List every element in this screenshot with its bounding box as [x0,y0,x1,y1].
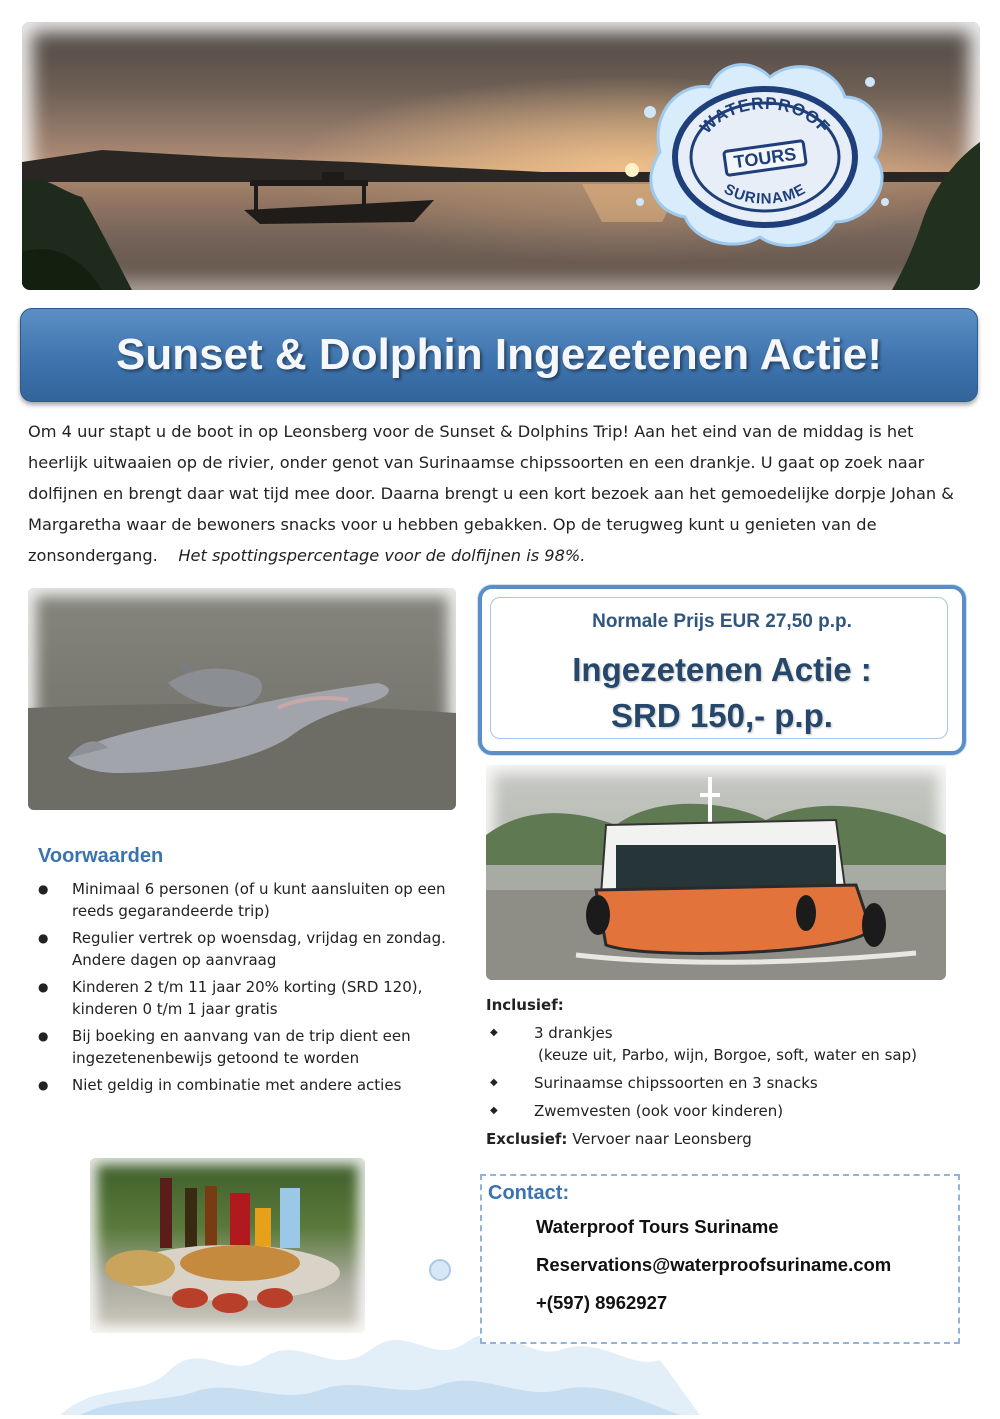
inclusive-item [486,1022,956,1044]
exclusive-text: Vervoer naar Leonsberg [572,1130,752,1148]
promo-price: SRD 150,- p.p. [611,697,833,734]
inclusive-item-text: 3 drankjes [534,1024,613,1042]
boat-photo [486,765,946,980]
diamond-bullet-icon: ◆ [490,1105,498,1116]
waterproof-tours-logo [620,52,900,252]
price-box [478,585,966,755]
list-item: ● Regulier vertrek op woensdag, vrijdag en zondag. Andere dagen op aanvraag [38,927,468,971]
diamond-bullet-icon: ◆ [490,1077,498,1088]
logo-text-top: WATERPROOF [696,93,834,138]
exclusive-label: Exclusief: [486,1130,568,1148]
intro-highlight: Het spottingspercentage voor de dolfijnen is 98%. [178,546,586,565]
list-item: ● Niet geldig in combinatie met andere acties [38,1074,468,1096]
promo-label: Ingezetenen Actie : [572,651,872,688]
normal-price: Normale Prijs EUR 27,50 p.p. [592,611,852,632]
logo-text-bottom: SURINAME [721,180,809,208]
inclusive-item-text: Zwemvesten (ook voor kinderen) [534,1102,784,1120]
contact-email-link[interactable]: Reservations@waterproofsuriname.com [536,1254,892,1275]
logo-text-middle: TOURS [732,143,798,173]
contact-company: Waterproof Tours Suriname [536,1216,779,1237]
contact-title: Contact: [488,1182,570,1204]
list-item: ● Minimaal 6 personen (of u kunt aansluiten op een reeds gegarandeerde trip) [38,878,468,922]
conditions-list [38,878,468,1101]
inclusive-section [486,994,956,1150]
intro-paragraph [28,416,958,571]
contact-box [480,1174,960,1344]
title-banner [20,308,978,402]
page-title: Sunset & Dolphin Ingezetenen Actie! [116,330,882,379]
contact-phone[interactable]: +(597) 8962927 [536,1292,668,1313]
inclusive-title: Inclusief: [486,996,564,1014]
conditions-title: Voorwaarden [38,845,164,867]
dolphin-photo [28,588,456,810]
intro-text: Om 4 uur stapt u de boot in op Leonsberg voor de Sunset & Dolphins Trip! Aan het eind van de middag is het heerlijk uitwaaien op de rivier, onder genot van Surinaamse chipssoorten en een drankje. U gaat op zoek naar dolfijnen en brengt daar wat tijd mee door. Daarna brengt u een kort bezoek aan het gemoedelijke dorpje Johan & Margaretha waar de bewoners snacks voor u hebben gebakken. Op de terugweg kunt u genieten van de zonsondergang. [28,422,954,565]
inclusive-item-text: Surinaamse chipssoorten en 3 snacks [534,1074,818,1092]
inclusive-item-subtext: (keuze uit, Parbo, wijn, Borgoe, soft, water en sap) [538,1046,917,1064]
diamond-bullet-icon: ◆ [490,1027,498,1038]
food-drinks-photo [90,1158,365,1333]
inclusive-item [486,1100,956,1122]
list-item: ● Kinderen 2 t/m 11 jaar 20% korting (SRD 120), kinderen 0 t/m 1 jaar gratis [38,976,468,1020]
list-item: ● Bij boeking en aanvang van de trip dient een ingezetenenbewijs getoond te worden [38,1025,468,1069]
inclusive-item [486,1072,956,1094]
exclusive-line [486,1128,956,1150]
